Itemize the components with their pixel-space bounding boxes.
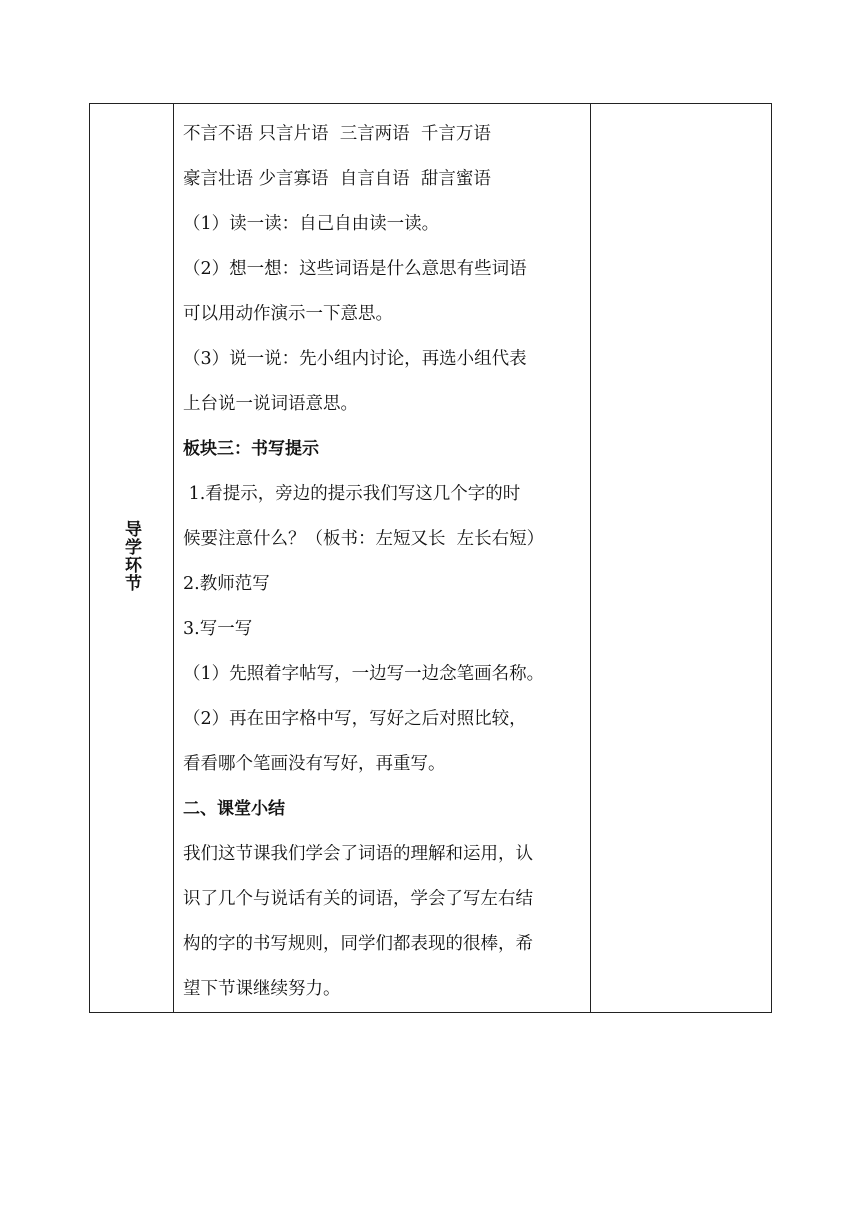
section-heading: 板块三：书写提示	[183, 439, 319, 459]
content-line: 望下节课继续努力。	[183, 979, 341, 999]
content-line: 我们这节课我们学会了词语的理解和运用，认	[183, 844, 533, 864]
content-line: 候要注意什么？（板书：左短又长 左长右短）	[183, 529, 545, 549]
notes-cell	[591, 104, 772, 1013]
section-label: 导学环节	[121, 520, 141, 592]
content-line: 不言不语 只言片语 三言两语 千言万语	[183, 124, 491, 144]
content-line: 1.看提示，旁边的提示我们写这几个字的时	[183, 484, 521, 504]
content-line: （1）先照着字帖写，一边写一边念笔画名称。	[183, 664, 545, 684]
section-label-cell	[90, 104, 174, 1013]
content-lines	[183, 112, 584, 1012]
content-line: 构的字的书写规则，同学们都表现的很棒，希	[183, 934, 533, 954]
content-line: 可以用动作演示一下意思。	[183, 304, 393, 324]
content-line: （2）再在田字格中写，写好之后对照比较，	[183, 709, 527, 729]
content-line: 3.写一写	[183, 619, 253, 639]
content-line: 看看哪个笔画没有写好，再重写。	[183, 754, 446, 774]
content-line: 豪言壮语 少言寡语 自言自语 甜言蜜语	[183, 169, 491, 189]
content-line: 上台说一说词语意思。	[183, 394, 358, 414]
content-line: （3）说一说：先小组内讨论，再选小组代表	[183, 349, 527, 369]
content-cell	[174, 104, 591, 1013]
content-line: 识了几个与说话有关的词语，学会了写左右结	[183, 889, 533, 909]
table-row	[90, 104, 772, 1013]
lesson-plan-table	[89, 103, 772, 1013]
content-line: （2）想一想：这些词语是什么意思有些词语	[183, 259, 527, 279]
content-line: 2.教师范写	[183, 574, 270, 594]
section-heading: 二、课堂小结	[183, 799, 285, 819]
content-line: （1）读一读：自己自由读一读。	[183, 214, 440, 234]
